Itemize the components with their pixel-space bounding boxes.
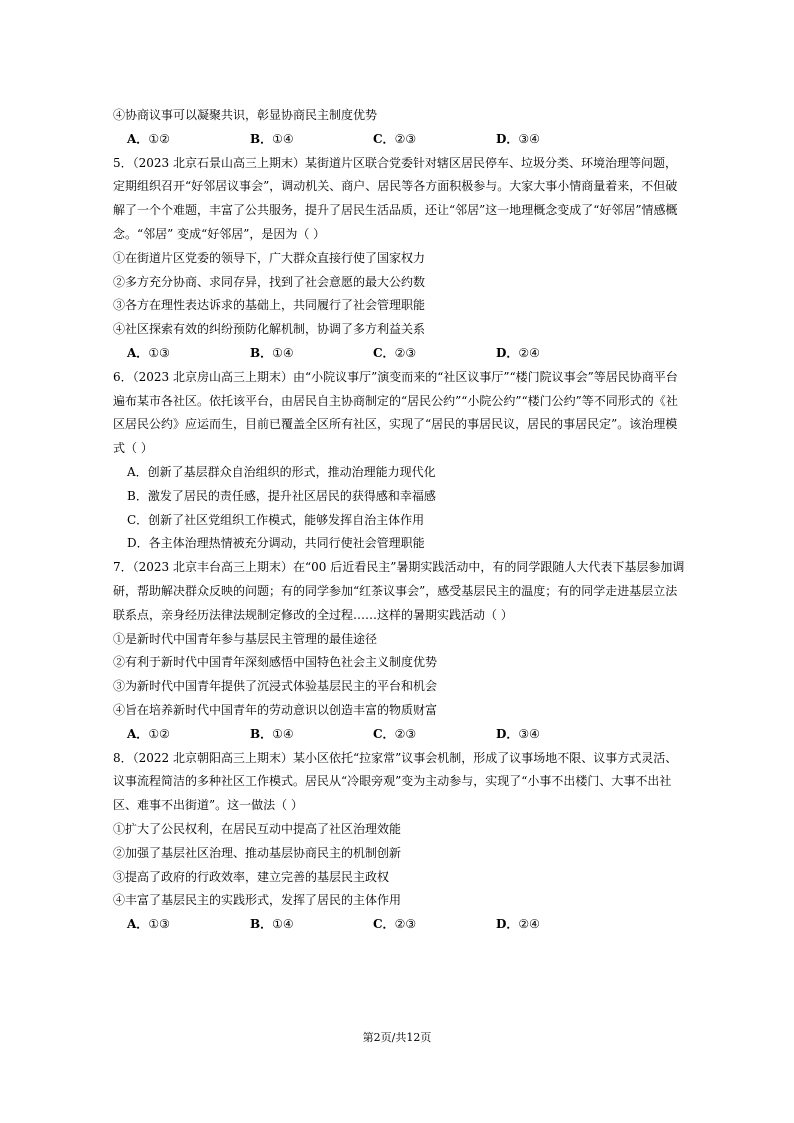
q8-stem-line: 议事流程简洁的多种社区工作模式。居民从“冷眼旁观”变为主动参与，实现了“小事不出楼门、大事不出社 xyxy=(113,774,672,789)
q5-stem-line: 定期组织召开“好邻居议事会”，调动机关、商户、居民等各方面积极参与。大家大事小情商量着来，不但破 xyxy=(113,179,678,194)
option-letter: B． xyxy=(250,345,273,360)
option-letter: A． xyxy=(127,345,149,360)
page-footer: 第2页/共12页 xyxy=(362,1031,432,1044)
page-content xyxy=(113,104,683,937)
q5-stem-line: 解了一个个难题，丰富了公共服务，提升了居民生活品质，还让“邻居”这一地理概念变成了“好邻居”情感概 xyxy=(113,203,678,218)
q6-stem-line: 式（ ） xyxy=(113,441,153,456)
q7-stem-line: 研，帮助解决群众反映的问题；有的同学参加“红茶议事会”，感受基层民主的温度；有的同学走进基层立法 xyxy=(113,583,678,598)
option-text: ①④ xyxy=(272,726,294,741)
q8-option-a xyxy=(127,913,250,937)
q5-stem-line: 念。“邻居” 变成“好邻居”，是因为（ ） xyxy=(113,226,326,241)
q6-option-a: A．创新了基层群众自治组织的形式，推动治理能力现代化 xyxy=(127,464,436,479)
q4-options xyxy=(113,128,683,152)
q5-statement: ④社区探索有效的纠纷预防化解机制，协调了多方利益关系 xyxy=(113,322,426,337)
q8-option-d xyxy=(496,913,619,937)
q8-stem-line: 8．（2022 北京朝阳高三上期末）某小区依托“拉家常”议事会机制，形成了议事场地不限、议事方式灵活、 xyxy=(113,750,678,765)
q6-stem-line: 遍布某市各社区。依托该平台，由居民自主协商制定的“居民公约”“小院公约”“楼门公约”等不同形式的《社 xyxy=(113,393,678,408)
q7-statement: ②有利于新时代中国青年深刻感悟中国特色社会主义制度优势 xyxy=(113,655,438,670)
q5-option-c xyxy=(373,342,496,366)
option-letter: A． xyxy=(127,131,149,146)
q7-statement: ①是新时代中国青年参与基层民主管理的最佳途径 xyxy=(113,631,378,646)
q7-option-b xyxy=(250,723,373,747)
q5-statement: ②多方充分协商、求同存异，找到了社会意愿的最大公约数 xyxy=(113,274,426,289)
q5-option-b xyxy=(250,342,373,366)
option-text: ①④ xyxy=(272,345,294,360)
option-letter: C． xyxy=(373,726,395,741)
option-text: ②④ xyxy=(518,917,540,932)
q5-options xyxy=(113,342,683,366)
q8-statement: ①扩大了公民权利，在居民互动中提高了社区治理效能 xyxy=(113,821,402,836)
q7-statement: ③为新时代中国青年提供了沉浸式体验基层民主的平台和机会 xyxy=(113,679,438,694)
option-letter: B． xyxy=(250,726,273,741)
option-text: ②③ xyxy=(394,131,417,146)
option-text: ②③ xyxy=(394,726,417,741)
q6-option-c: C．创新了社区党组织工作模式，能够发挥自治主体作用 xyxy=(127,512,425,527)
q7-statement: ④旨在培养新时代中国青年的劳动意识以创造丰富的物质财富 xyxy=(113,702,438,717)
q4-option-c xyxy=(373,128,496,152)
option-letter: D． xyxy=(496,131,519,146)
option-text: ①③ xyxy=(148,345,170,360)
q4-option-b xyxy=(250,128,373,152)
q4-option-a xyxy=(127,128,250,152)
q5-option-d xyxy=(496,342,619,366)
q7-option-d xyxy=(496,723,619,747)
q8-statement: ②加强了基层社区治理、推动基层协商民主的机制创新 xyxy=(113,845,402,860)
option-text: ③④ xyxy=(518,726,540,741)
option-letter: A． xyxy=(127,917,149,932)
q8-statement: ③提高了政府的行政效率，建立完善的基层民主政权 xyxy=(113,869,390,884)
q7-stem-line: 7．（2023 北京丰台高三上期末）在“00 后近看民主”暑期实践活动中，有的同学跟随人大代表下基层参加调 xyxy=(113,560,685,575)
option-letter: C． xyxy=(373,131,395,146)
q5-statement: ③各方在理性表达诉求的基础上，共同履行了社会管理职能 xyxy=(113,298,426,313)
q8-options xyxy=(113,913,683,937)
option-letter: D． xyxy=(496,917,519,932)
q7-option-c xyxy=(373,723,496,747)
option-letter: A． xyxy=(127,726,149,741)
option-letter: D． xyxy=(496,345,519,360)
option-letter: C． xyxy=(373,917,395,932)
option-letter: B． xyxy=(250,917,273,932)
option-text: ②③ xyxy=(394,345,417,360)
q5-statement: ①在街道片区党委的领导下，广大群众直接行使了国家权力 xyxy=(113,250,426,265)
option-letter: D． xyxy=(496,726,519,741)
q6-stem-line: 区居民公约》应运而生，目前已覆盖全区所有社区，实现了“居民的事居民议，居民的事居民定”。该治理模 xyxy=(113,417,678,432)
option-text: ①③ xyxy=(148,917,170,932)
q4-statement-4: ④协商议事可以凝聚共识，彰显协商民主制度优势 xyxy=(113,108,378,122)
q8-stem-line: 区、难事不出街道”。这一做法（ ） xyxy=(113,798,303,813)
q6-option-d: D．各主体治理热情被充分调动，共同行使社会管理职能 xyxy=(127,536,425,551)
q8-option-c xyxy=(373,913,496,937)
option-text: ①② xyxy=(148,726,170,741)
q7-stem-line: 联系点，亲身经历法律法规制定修改的全过程……这样的暑期实践活动（ ） xyxy=(113,607,513,622)
q8-statement: ④丰富了基层民主的实践形式，发挥了居民的主体作用 xyxy=(113,893,402,908)
option-letter: B． xyxy=(250,131,273,146)
q6-option-b: B．激发了居民的责任感，提升社区居民的获得感和幸福感 xyxy=(127,488,436,503)
option-text: ③④ xyxy=(518,131,540,146)
option-text: ②③ xyxy=(394,917,417,932)
q6-stem-line: 6．（2023 北京房山高三上期末）由“小院议事厅”演变而来的“社区议事厅”“楼门院议事会”等居民协商平台 xyxy=(113,369,678,384)
q7-option-a xyxy=(127,723,250,747)
option-text: ①④ xyxy=(272,131,294,146)
q4-option-d xyxy=(496,128,619,152)
option-text: ①④ xyxy=(272,917,294,932)
q5-stem-line: 5．（2023 北京石景山高三上期末）某街道片区联合党委针对辖区居民停车、垃圾分类、环境治理等问题， xyxy=(113,155,677,170)
option-letter: C． xyxy=(373,345,395,360)
option-text: ②④ xyxy=(518,345,540,360)
q7-options xyxy=(113,723,683,747)
option-text: ①② xyxy=(148,131,170,146)
q5-option-a xyxy=(127,342,250,366)
q8-option-b xyxy=(250,913,373,937)
